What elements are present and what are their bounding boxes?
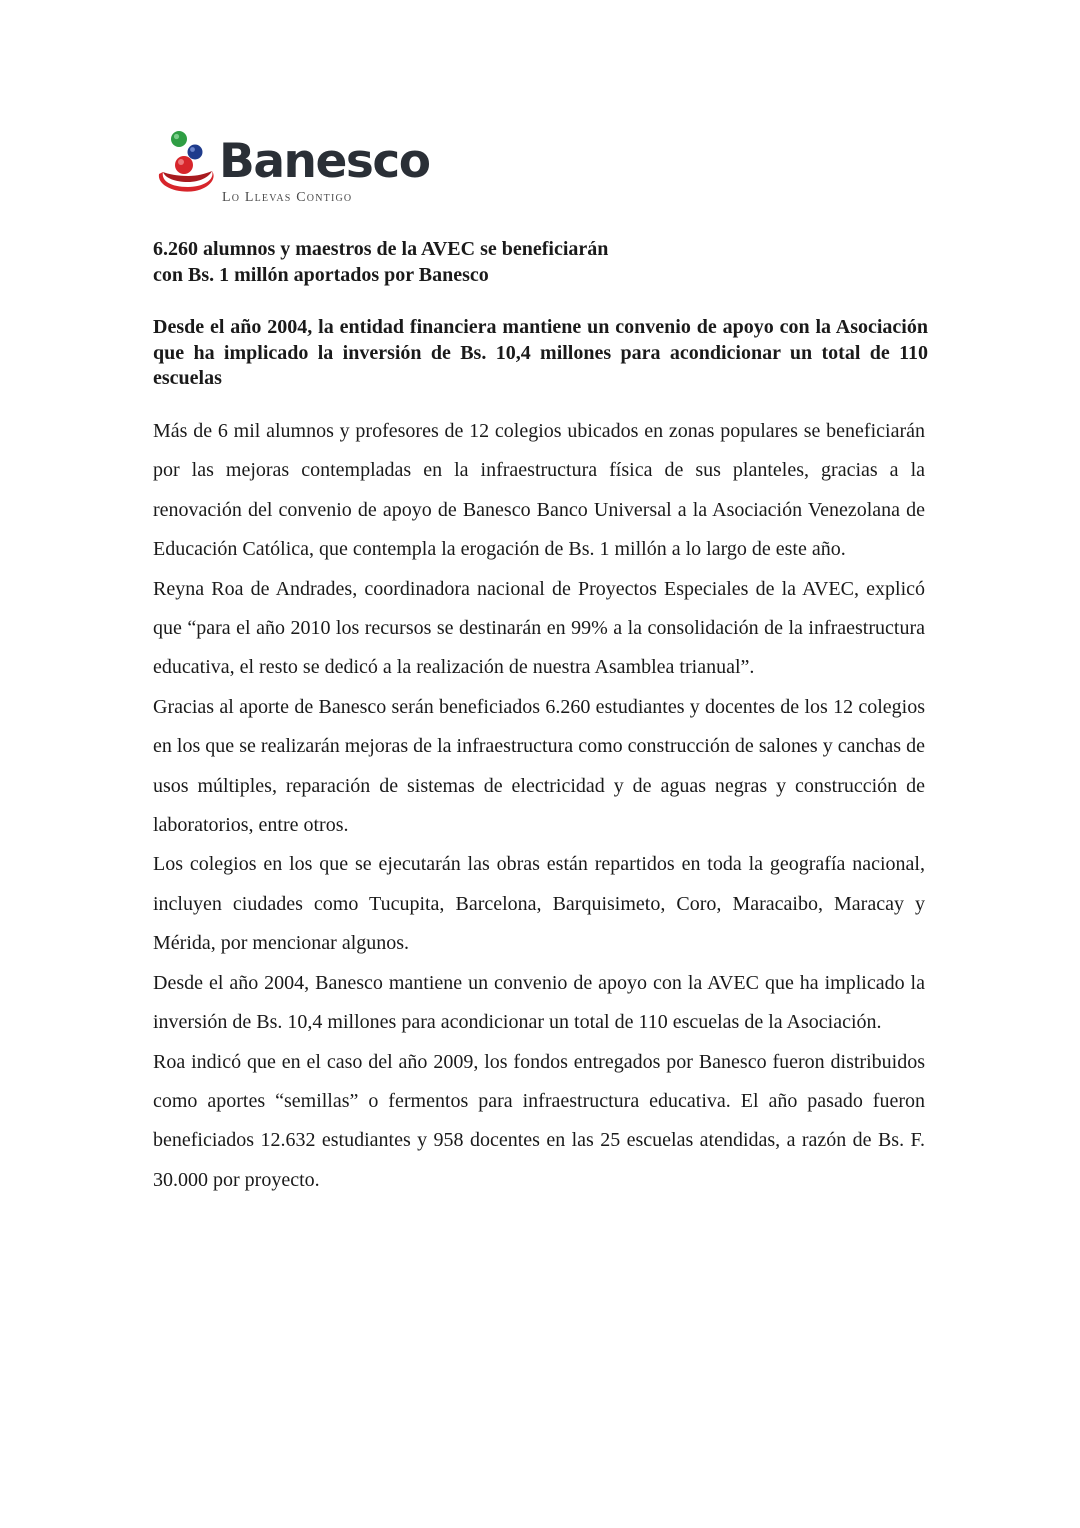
- headline: [153, 236, 933, 288]
- paragraph: Más de 6 mil alumnos y profesores de 12 colegios ubicados en zonas populares se beneficiarán por las mejoras contempladas en la infraestructura física de sus planteles, gracias a la renovación del convenio de apoyo de Banesco Banco Universal a la Asociación Venezolana de Educación Católica, que contempla la erogación de Bs. 1 millón a lo largo de este año.: [153, 420, 925, 561]
- subheadline: Desde el año 2004, la entidad financiera mantiene un convenio de apoyo con la Asociación que ha implicado la inversión de Bs. 10,4 millones para acondicionar un total de 110 escuelas: [153, 316, 928, 389]
- paragraph: Reyna Roa de Andrades, coordinadora nacional de Proyectos Especiales de la AVEC, explicó que “para el año 2010 los recursos se destinarán en 99% a la consolidación de la infraestructura educativa, el resto se dedicó a la realización de nuestra Asamblea trianual”.: [153, 577, 925, 679]
- banesco-logo: [155, 128, 455, 212]
- logo-tagline: Lo Llevas Contigo: [222, 190, 353, 205]
- banesco-logo-icon: [155, 128, 219, 198]
- paragraph: Gracias al aporte de Banesco serán beneficiados 6.260 estudiantes y docentes de los 12 colegios en los que se realizarán mejoras de la infraestructura como construcción de salones y canchas de usos múltiples, reparación de sistemas de electricidad y de aguas negras y construcción de laboratorios, entre otros.: [153, 695, 925, 837]
- paragraph: Los colegios en los que se ejecutarán las obras están repartidos en toda la geografía nacional, incluyen ciudades como Tucupita, Barcelona, Barquisimeto, Coro, Maracaibo, Maracay y Mérida, por mencionar algunos.: [153, 853, 925, 955]
- article-body: [153, 412, 925, 1200]
- headline-line-2: con Bs. 1 millón aportados por Banesco: [153, 264, 489, 286]
- paragraph: Desde el año 2004, Banesco mantiene un convenio de apoyo con la AVEC que ha implicado la inversión de Bs. 10,4 millones para acondicionar un total de 110 escuelas de la Asociación.: [153, 971, 925, 1034]
- headline-line-1: 6.260 alumnos y maestros de la AVEC se beneficiarán: [153, 238, 609, 260]
- logo-wordmark: Banesco: [219, 134, 430, 189]
- paragraph: Roa indicó que en el caso del año 2009, los fondos entregados por Banesco fueron distribuidos como aportes “semillas” o fermentos para infraestructura educativa. El año pasado fueron beneficiados 12.632 estudiantes y 958 docentes en las 25 escuelas atendidas, a razón de Bs. F. 30.000 por proyecto.: [153, 1050, 925, 1191]
